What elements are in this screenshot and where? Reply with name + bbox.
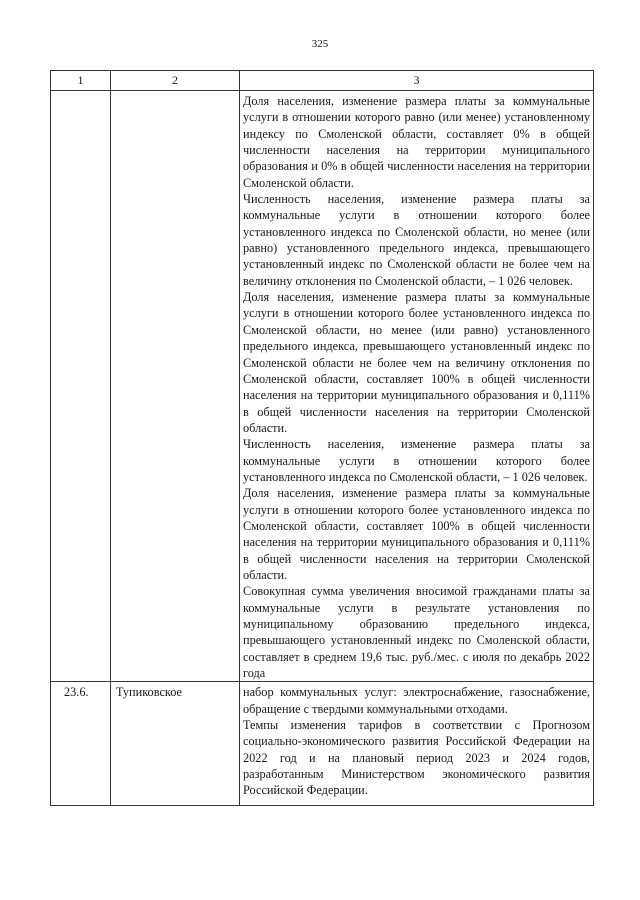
paragraph: набор коммунальных услуг: электроснабжение, газоснабжение, обращение с твердыми коммунальными отходами. xyxy=(243,685,590,716)
paragraph: Доля населения, изменение размера платы за коммунальные услуги в отношении которого более установленного индекса по Смоленской области, составляет 100% в общей численности населения на территории муниципального образования и 0,111% в общей численности населения на территории Смоленской области. xyxy=(243,486,590,582)
page-number: 325 xyxy=(311,38,329,50)
row-description-cell xyxy=(240,91,594,682)
paragraph: Численность населения, изменение размера платы за коммунальные услуги в отношении которого более установленного индекса по Смоленской области, – 1 026 человек. xyxy=(243,437,590,484)
row-description-cell xyxy=(240,682,594,805)
paragraph: Доля населения, изменение размера платы за коммунальные услуги в отношении которого более установленного индекса по Смоленской области, но менее (или равно) установленного предельного индекса, превышающего установленный индекс по Смоленской области не более чем на величину отклонения по Смоленской области, составляет 100% в общей численности населения на территории муниципального образования и 0,111% в общей численности населения на территории Смоленской области. xyxy=(243,290,590,435)
row-name-cell xyxy=(111,91,240,682)
table-header-row xyxy=(51,71,594,91)
paragraph: Темпы изменения тарифов в соответствии с Прогнозом социально-экономического развития Российской Федерации на 2022 год и на плановый период 2023 и 2024 годов, разработанным Министерством экономического развития Российской Федерации. xyxy=(243,718,590,798)
column-header-1: 1 xyxy=(51,71,111,91)
column-header-3: 3 xyxy=(240,71,594,91)
row-number-cell xyxy=(51,91,111,682)
document-table xyxy=(50,70,594,806)
column-header-2: 2 xyxy=(111,71,240,91)
table-row xyxy=(51,91,594,682)
row-name-cell: Тупиковское xyxy=(111,682,240,805)
table-row xyxy=(51,682,594,805)
paragraph: Доля населения, изменение размера платы за коммунальные услуги в отношении которого равно (или менее) установленному индексу по Смоленской области, составляет 0% в общей численности населения на территории муниципального образования и 0% в общей численности населения на территории Смоленской области. xyxy=(243,94,590,190)
paragraph: Совокупная сумма увеличения вносимой гражданами платы за коммунальные услуги в результате установления по муниципальному образованию предельного индекса, превышающего установленный индекс по Смоленской области, составляет в среднем 19,6 тыс. руб./мес. с июля по декабрь 2022 года xyxy=(243,584,590,681)
row-number-cell: 23.6. xyxy=(51,682,111,805)
paragraph: Численность населения, изменение размера платы за коммунальные услуги в отношении которого более установленного индекса по Смоленской области, но менее (или равно) установленного предельного индекса, превышающего установленный индекс по Смоленской области не более чем на величину отклонения по Смоленской области, – 1 026 человек. xyxy=(243,192,590,288)
